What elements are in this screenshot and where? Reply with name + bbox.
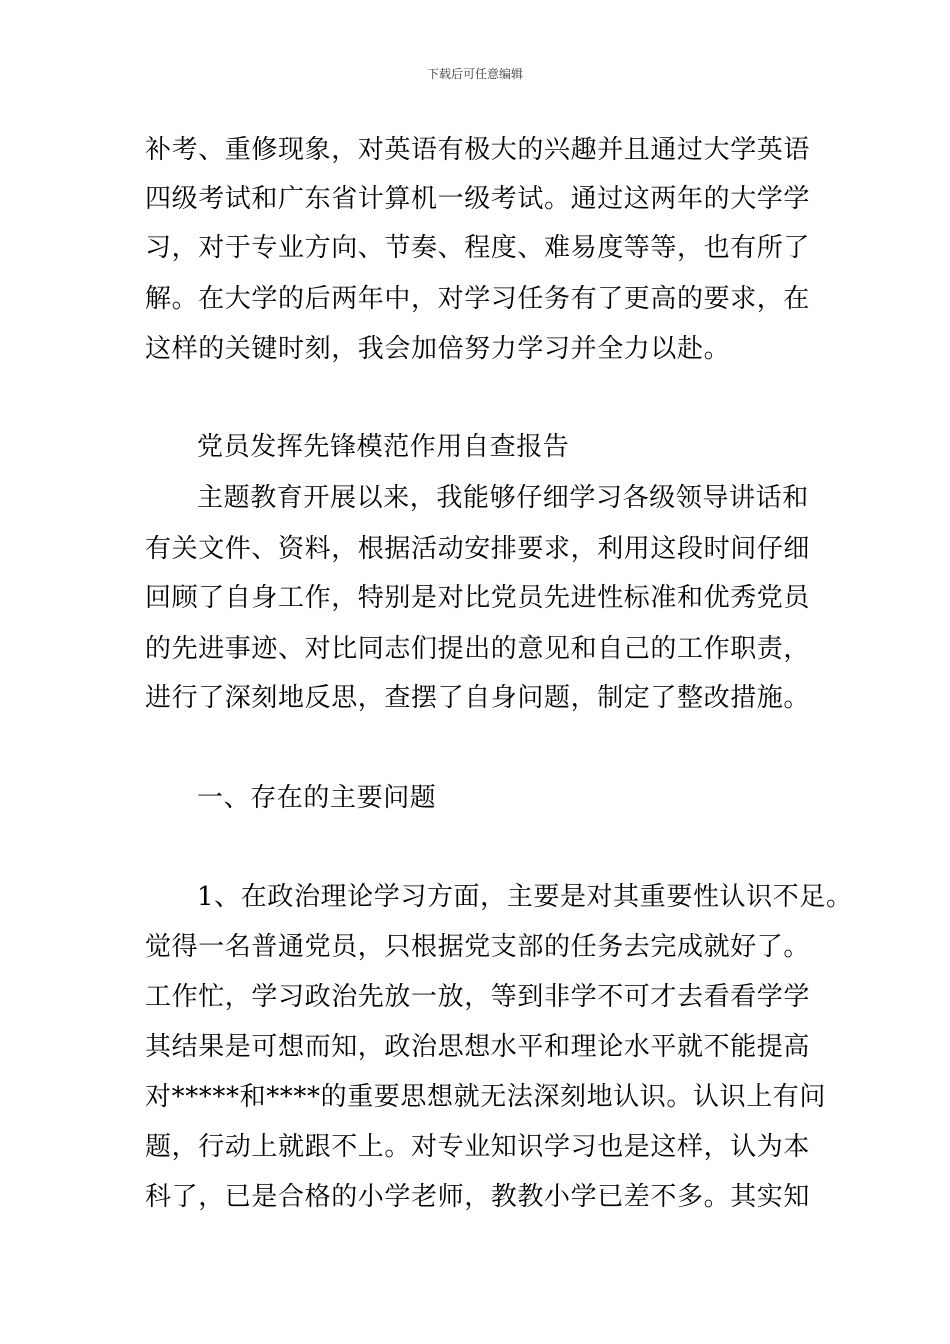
paragraph-3-line: 工作忙，学习政治先放一放，等到非学不可才去看看学学 (145, 982, 811, 1012)
paragraph-3-line: 对*****和****的重要思想就无法深刻地认识。认识上有问 (145, 1082, 827, 1112)
paragraph-3-line: 其结果是可想而知，政治思想水平和理论水平就不能提高 (145, 1032, 811, 1062)
paragraph-1-line: 这样的关键时刻，我会加倍努力学习并全力以赴。 (145, 334, 731, 364)
paragraph-2-line: 回顾了自身工作，特别是对比党员先进性标准和优秀党员 (145, 583, 811, 613)
section-1-heading: 一、存在的主要问题 (197, 783, 437, 813)
paragraph-1-line: 四级考试和广东省计算机一级考试。通过这两年的大学学 (145, 184, 811, 214)
page-header-note: 下载后可任意编辑 (426, 67, 523, 81)
paragraph-2-line: 的先进事迹、对比同志们提出的意见和自己的工作职责， (145, 634, 811, 664)
paragraph-2-line: 有关文件、资料，根据活动安排要求，利用这段时间仔细 (145, 534, 811, 564)
paragraph-3-line: 觉得一名普通党员，只根据党支部的任务去完成就好了。 (145, 932, 811, 962)
paragraph-2-line: 进行了深刻地反思，查摆了自身问题，制定了整改措施。 (145, 683, 811, 713)
paragraph-1-line: 补考、重修现象，对英语有极大的兴趣并且通过大学英语 (145, 135, 811, 165)
paragraph-3-line: 题，行动上就跟不上。对专业知识学习也是这样，认为本 (145, 1132, 811, 1162)
report-title: 党员发挥先锋模范作用自查报告 (197, 432, 570, 462)
paragraph-1-line: 解。在大学的后两年中，对学习任务有了更高的要求，在 (145, 284, 811, 314)
paragraph-3-line: 科了，已是合格的小学老师，教教小学已差不多。其实知 (145, 1182, 811, 1212)
paragraph-1-line: 习，对于专业方向、节奏、程度、难易度等等，也有所了 (145, 233, 811, 263)
paragraph-2-line: 主题教育开展以来，我能够仔细学习各级领导讲话和 (197, 483, 809, 513)
paragraph-3-line: 1、在政治理论学习方面，主要是对其重要性认识不足。 (197, 882, 853, 912)
